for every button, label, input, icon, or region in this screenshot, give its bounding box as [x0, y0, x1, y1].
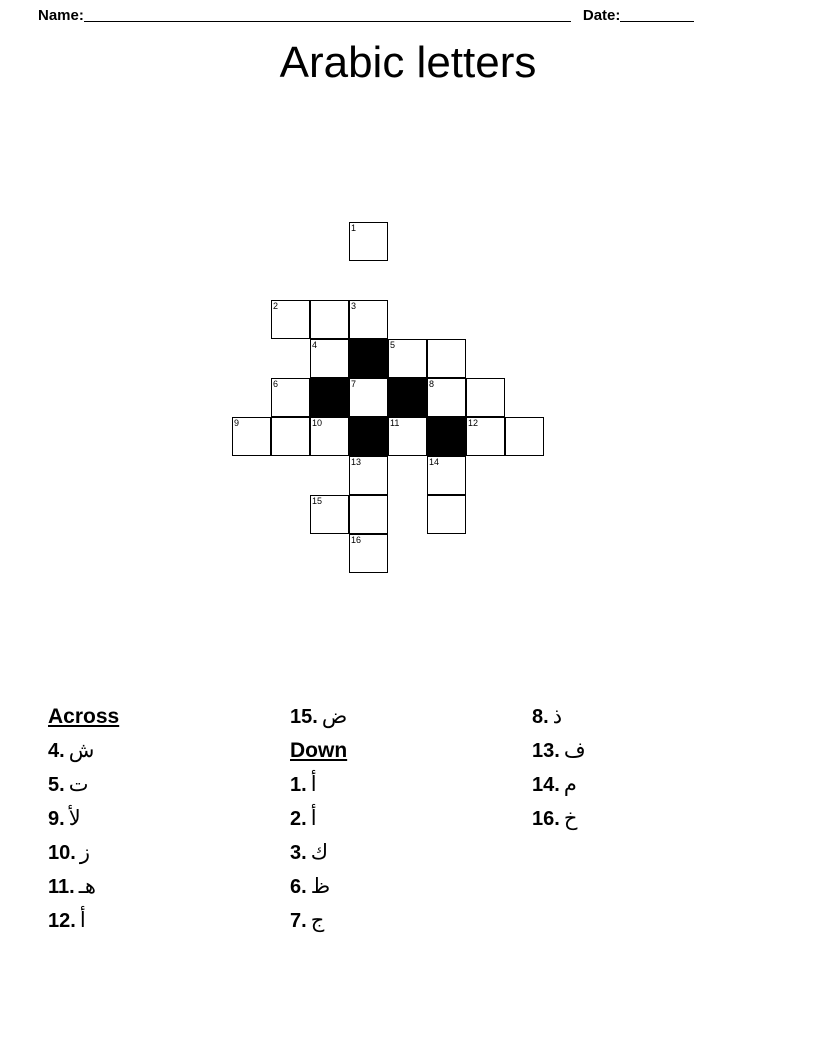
- clue-number: 7.: [290, 910, 307, 932]
- clue-number: 6.: [290, 876, 307, 898]
- grid-cell[interactable]: [349, 222, 388, 261]
- grid-cell[interactable]: [310, 417, 349, 456]
- grid-cell-blocked: [427, 417, 466, 456]
- clue-down-1: [290, 768, 520, 802]
- grid-cell-blocked: [349, 339, 388, 378]
- clue-number: 4.: [48, 740, 65, 762]
- clue-number: 9.: [48, 808, 65, 830]
- grid-cell[interactable]: [271, 378, 310, 417]
- grid-cell[interactable]: [349, 495, 388, 534]
- grid-cell-number: 11: [390, 418, 400, 428]
- clue-text: أ: [310, 773, 317, 796]
- grid-cell-blocked: [310, 378, 349, 417]
- name-label: Name:: [38, 6, 84, 24]
- grid-cell-number: 2: [273, 301, 279, 311]
- clue-down-8: [532, 700, 762, 734]
- clue-number: 2.: [290, 808, 307, 830]
- across-heading: Across: [48, 705, 120, 728]
- clue-number: 3.: [290, 842, 307, 864]
- clue-text: ظ: [310, 875, 331, 898]
- clue-number: 13.: [532, 740, 560, 762]
- clue-text: أ: [310, 807, 317, 830]
- grid-cell-number: 10: [312, 418, 323, 428]
- grid-cell[interactable]: [349, 456, 388, 495]
- grid-cell[interactable]: [427, 456, 466, 495]
- clues-column-3: [532, 700, 762, 836]
- grid-cell[interactable]: [232, 417, 271, 456]
- clue-down-2: [290, 802, 520, 836]
- date-label: Date:: [582, 6, 621, 24]
- date-blank-line: [620, 8, 694, 22]
- clue-down-14: [532, 768, 762, 802]
- clue-text: ج: [310, 909, 325, 932]
- page-title: Arabic letters: [279, 38, 537, 87]
- clue-across-5: [48, 768, 278, 802]
- clue-text: ش: [68, 739, 95, 762]
- grid-cell[interactable]: [310, 300, 349, 339]
- clues-column-2: [290, 700, 520, 938]
- grid-cell-number: 16: [351, 535, 362, 545]
- grid-cell-number: 7: [351, 379, 357, 389]
- clue-across-4: [48, 734, 278, 768]
- clue-text: ك: [310, 841, 328, 864]
- clue-across-12: [48, 904, 278, 938]
- clue-number: 10.: [48, 842, 76, 864]
- grid-cell[interactable]: [349, 534, 388, 573]
- grid-cell-number: 4: [312, 340, 318, 350]
- grid-cell[interactable]: [310, 495, 349, 534]
- clue-number: 16.: [532, 808, 560, 830]
- grid-cell[interactable]: [271, 300, 310, 339]
- grid-cell[interactable]: [427, 339, 466, 378]
- page-header: [0, 0, 816, 30]
- clue-across-10: [48, 836, 278, 870]
- down-heading: Down: [290, 739, 348, 762]
- grid-cell[interactable]: [427, 495, 466, 534]
- clues-section: [0, 700, 816, 950]
- grid-cell-blocked: [349, 417, 388, 456]
- clue-text: ف: [563, 739, 586, 762]
- grid-cell[interactable]: [388, 417, 427, 456]
- clue-text: ذ: [552, 705, 563, 728]
- clue-number: 5.: [48, 774, 65, 796]
- clue-down-13: [532, 734, 762, 768]
- grid-cell-number: 3: [351, 301, 357, 311]
- grid-cell[interactable]: [466, 417, 505, 456]
- clue-number: 11.: [48, 876, 75, 898]
- grid-cell-blocked: [388, 378, 427, 417]
- grid-cell-number: 15: [312, 496, 323, 506]
- clue-across-11: [48, 870, 278, 904]
- crossword-grid: [232, 222, 512, 582]
- grid-cell[interactable]: [310, 339, 349, 378]
- grid-cell-number: 9: [234, 418, 240, 428]
- clue-text: خ: [563, 807, 578, 830]
- clue-text: م: [563, 773, 577, 796]
- clue-down-3: [290, 836, 520, 870]
- grid-cell-number: 5: [390, 340, 396, 350]
- clue-text: أ: [79, 909, 86, 932]
- grid-cell-number: 8: [429, 379, 435, 389]
- clue-across-9: [48, 802, 278, 836]
- grid-cell-number: 12: [468, 418, 479, 428]
- grid-cell[interactable]: [505, 417, 544, 456]
- clue-number: 1.: [290, 774, 307, 796]
- grid-cell[interactable]: [466, 378, 505, 417]
- clue-across-15: [290, 700, 520, 734]
- clue-text: هـ: [78, 875, 96, 898]
- clue-number: 15.: [290, 706, 318, 728]
- clue-text: لأ: [68, 807, 81, 830]
- clue-text: ض: [321, 705, 348, 728]
- clue-down-7: [290, 904, 520, 938]
- clue-number: 8.: [532, 706, 549, 728]
- grid-cell-number: 6: [273, 379, 279, 389]
- clue-down-6: [290, 870, 520, 904]
- grid-cell[interactable]: [427, 378, 466, 417]
- grid-cell-number: 14: [429, 457, 440, 467]
- clue-number: 14.: [532, 774, 560, 796]
- grid-cell[interactable]: [349, 378, 388, 417]
- clue-text: ت: [68, 773, 89, 796]
- clue-number: 12.: [48, 910, 76, 932]
- grid-cell[interactable]: [388, 339, 427, 378]
- name-blank-line: [84, 8, 571, 22]
- grid-cell-number: 13: [351, 457, 362, 467]
- grid-cell[interactable]: [271, 417, 310, 456]
- clue-text: ز: [79, 841, 90, 864]
- clues-column-1: [48, 700, 278, 938]
- clue-down-16: [532, 802, 762, 836]
- grid-cell-number: 1: [351, 223, 357, 233]
- grid-cell[interactable]: [349, 300, 388, 339]
